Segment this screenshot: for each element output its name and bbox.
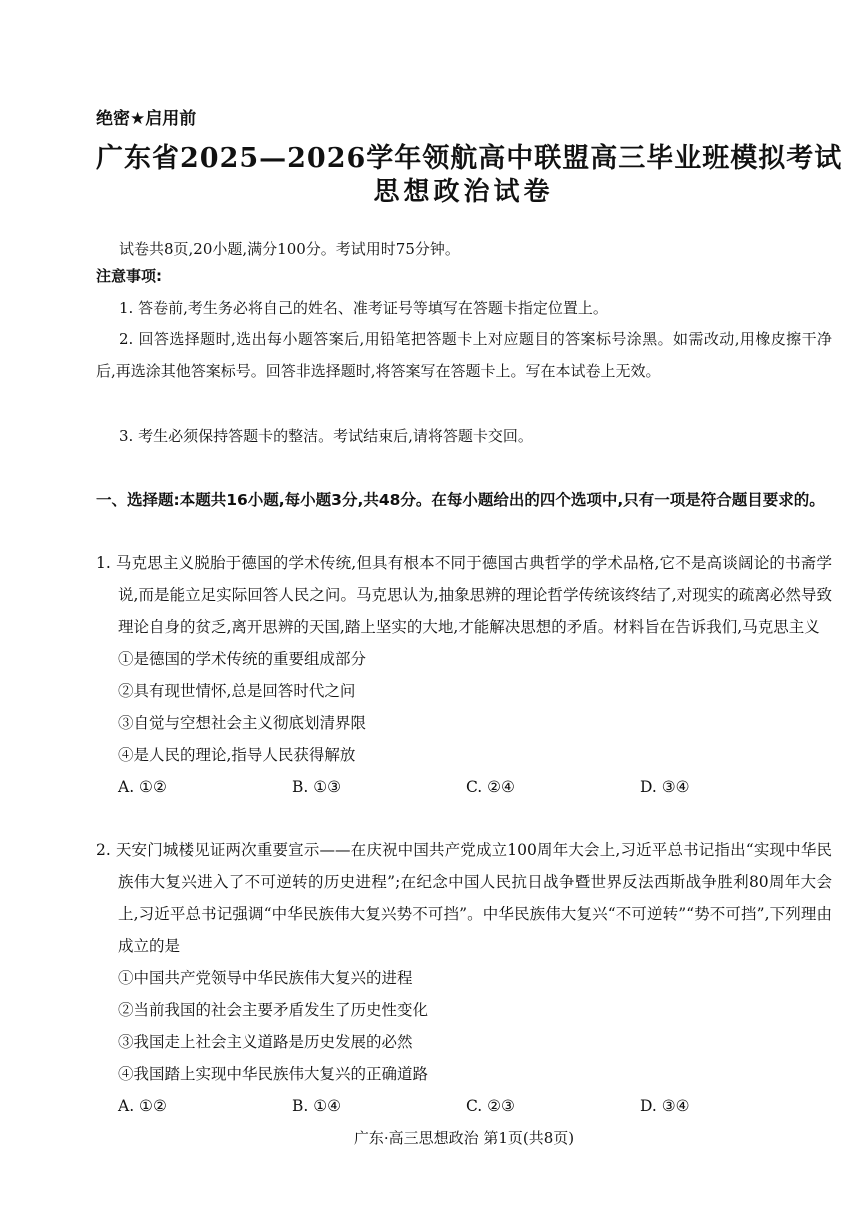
question-1 [96, 547, 832, 803]
exam-subject: 思想政治试卷 [373, 177, 554, 207]
confidential-label: 绝密★启用前 [96, 109, 197, 129]
statement-option: ③自觉与空想社会主义彻底划清界限 [118, 714, 367, 732]
statement-option: ②具有现世情怀,总是回答时代之问 [118, 682, 356, 700]
statement-option: ①中国共产党领导中华民族伟大复兴的进程 [118, 969, 413, 987]
answer-choices [96, 1090, 832, 1122]
choice-b: B. ①③ [292, 778, 342, 796]
statement-option: ①是德国的学术传统的重要组成部分 [118, 650, 367, 668]
choice-d: D. ③④ [640, 1097, 690, 1115]
choice-c: C. ②④ [466, 778, 515, 796]
question-2 [96, 834, 832, 1122]
notice-item: 1. 答卷前,考生务必将自己的姓名、准考证号等填写在答题卡指定位置上。 [119, 299, 608, 317]
statement-option: ②当前我国的社会主要矛盾发生了历史性变化 [118, 1001, 429, 1019]
exam-info: 试卷共8页,20小题,满分100分。考试用时75分钟。 [119, 240, 460, 258]
exam-title: 广东省2025—2026学年领航高中联盟高三毕业班模拟考试 [96, 143, 843, 174]
statement-option: ④是人民的理论,指导人民获得解放 [118, 746, 356, 764]
notice-item: 3. 考生必须保持答题卡的整洁。考试结束后,请将答题卡交回。 [119, 427, 533, 445]
question-stem: 2. 天安门城楼见证两次重要宣示——在庆祝中国共产党成立100周年大会上,习近平总书记指出“实现中华民族伟大复兴进入了不可逆转的历史进程”;在纪念中国人民抗日战争暨世界反法西斯战争胜利80周年大会上,习近平总书记强调“中华民族伟大复兴势不可挡”。中华民族伟大复兴“不可逆转”“势不可挡”,下列理由成立的是 [96, 841, 832, 955]
answer-choices [96, 771, 832, 803]
choice-d: D. ③④ [640, 778, 690, 796]
notice-item: 2. 回答选择题时,选出每小题答案后,用铅笔把答题卡上对应题目的答案标号涂黑。如需改动,用橡皮擦干净后,再选涂其他答案标号。回答非选择题时,将答案写在答题卡上。写在本试卷上无效。 [96, 330, 832, 380]
choice-a: A. ①② [118, 778, 167, 796]
section-heading: 一、选择题:本题共16小题,每小题3分,共48分。在每小题给出的四个选项中,只有一项是符合题目要求的。 [96, 491, 825, 509]
page-footer: 广东·高三思想政治 第1页(共8页) [353, 1129, 575, 1147]
choice-b: B. ①④ [292, 1097, 342, 1115]
question-stem: 1. 马克思主义脱胎于德国的学术传统,但具有根本不同于德国古典哲学的学术品格,它不是高谈阔论的书斋学说,而是能立足实际回答人民之问。马克思认为,抽象思辨的理论哲学传统该终结了,对现实的疏离必然导致理论自身的贫乏,离开思辨的天国,踏上坚实的大地,才能解决思想的矛盾。材料旨在告诉我们,马克思主义 [96, 554, 832, 636]
statement-option: ③我国走上社会主义道路是历史发展的必然 [118, 1033, 413, 1051]
statement-option: ④我国踏上实现中华民族伟大复兴的正确道路 [118, 1065, 429, 1083]
choice-a: A. ①② [118, 1097, 167, 1115]
choice-c: C. ②③ [466, 1097, 515, 1115]
notice-heading: 注意事项: [96, 267, 162, 285]
